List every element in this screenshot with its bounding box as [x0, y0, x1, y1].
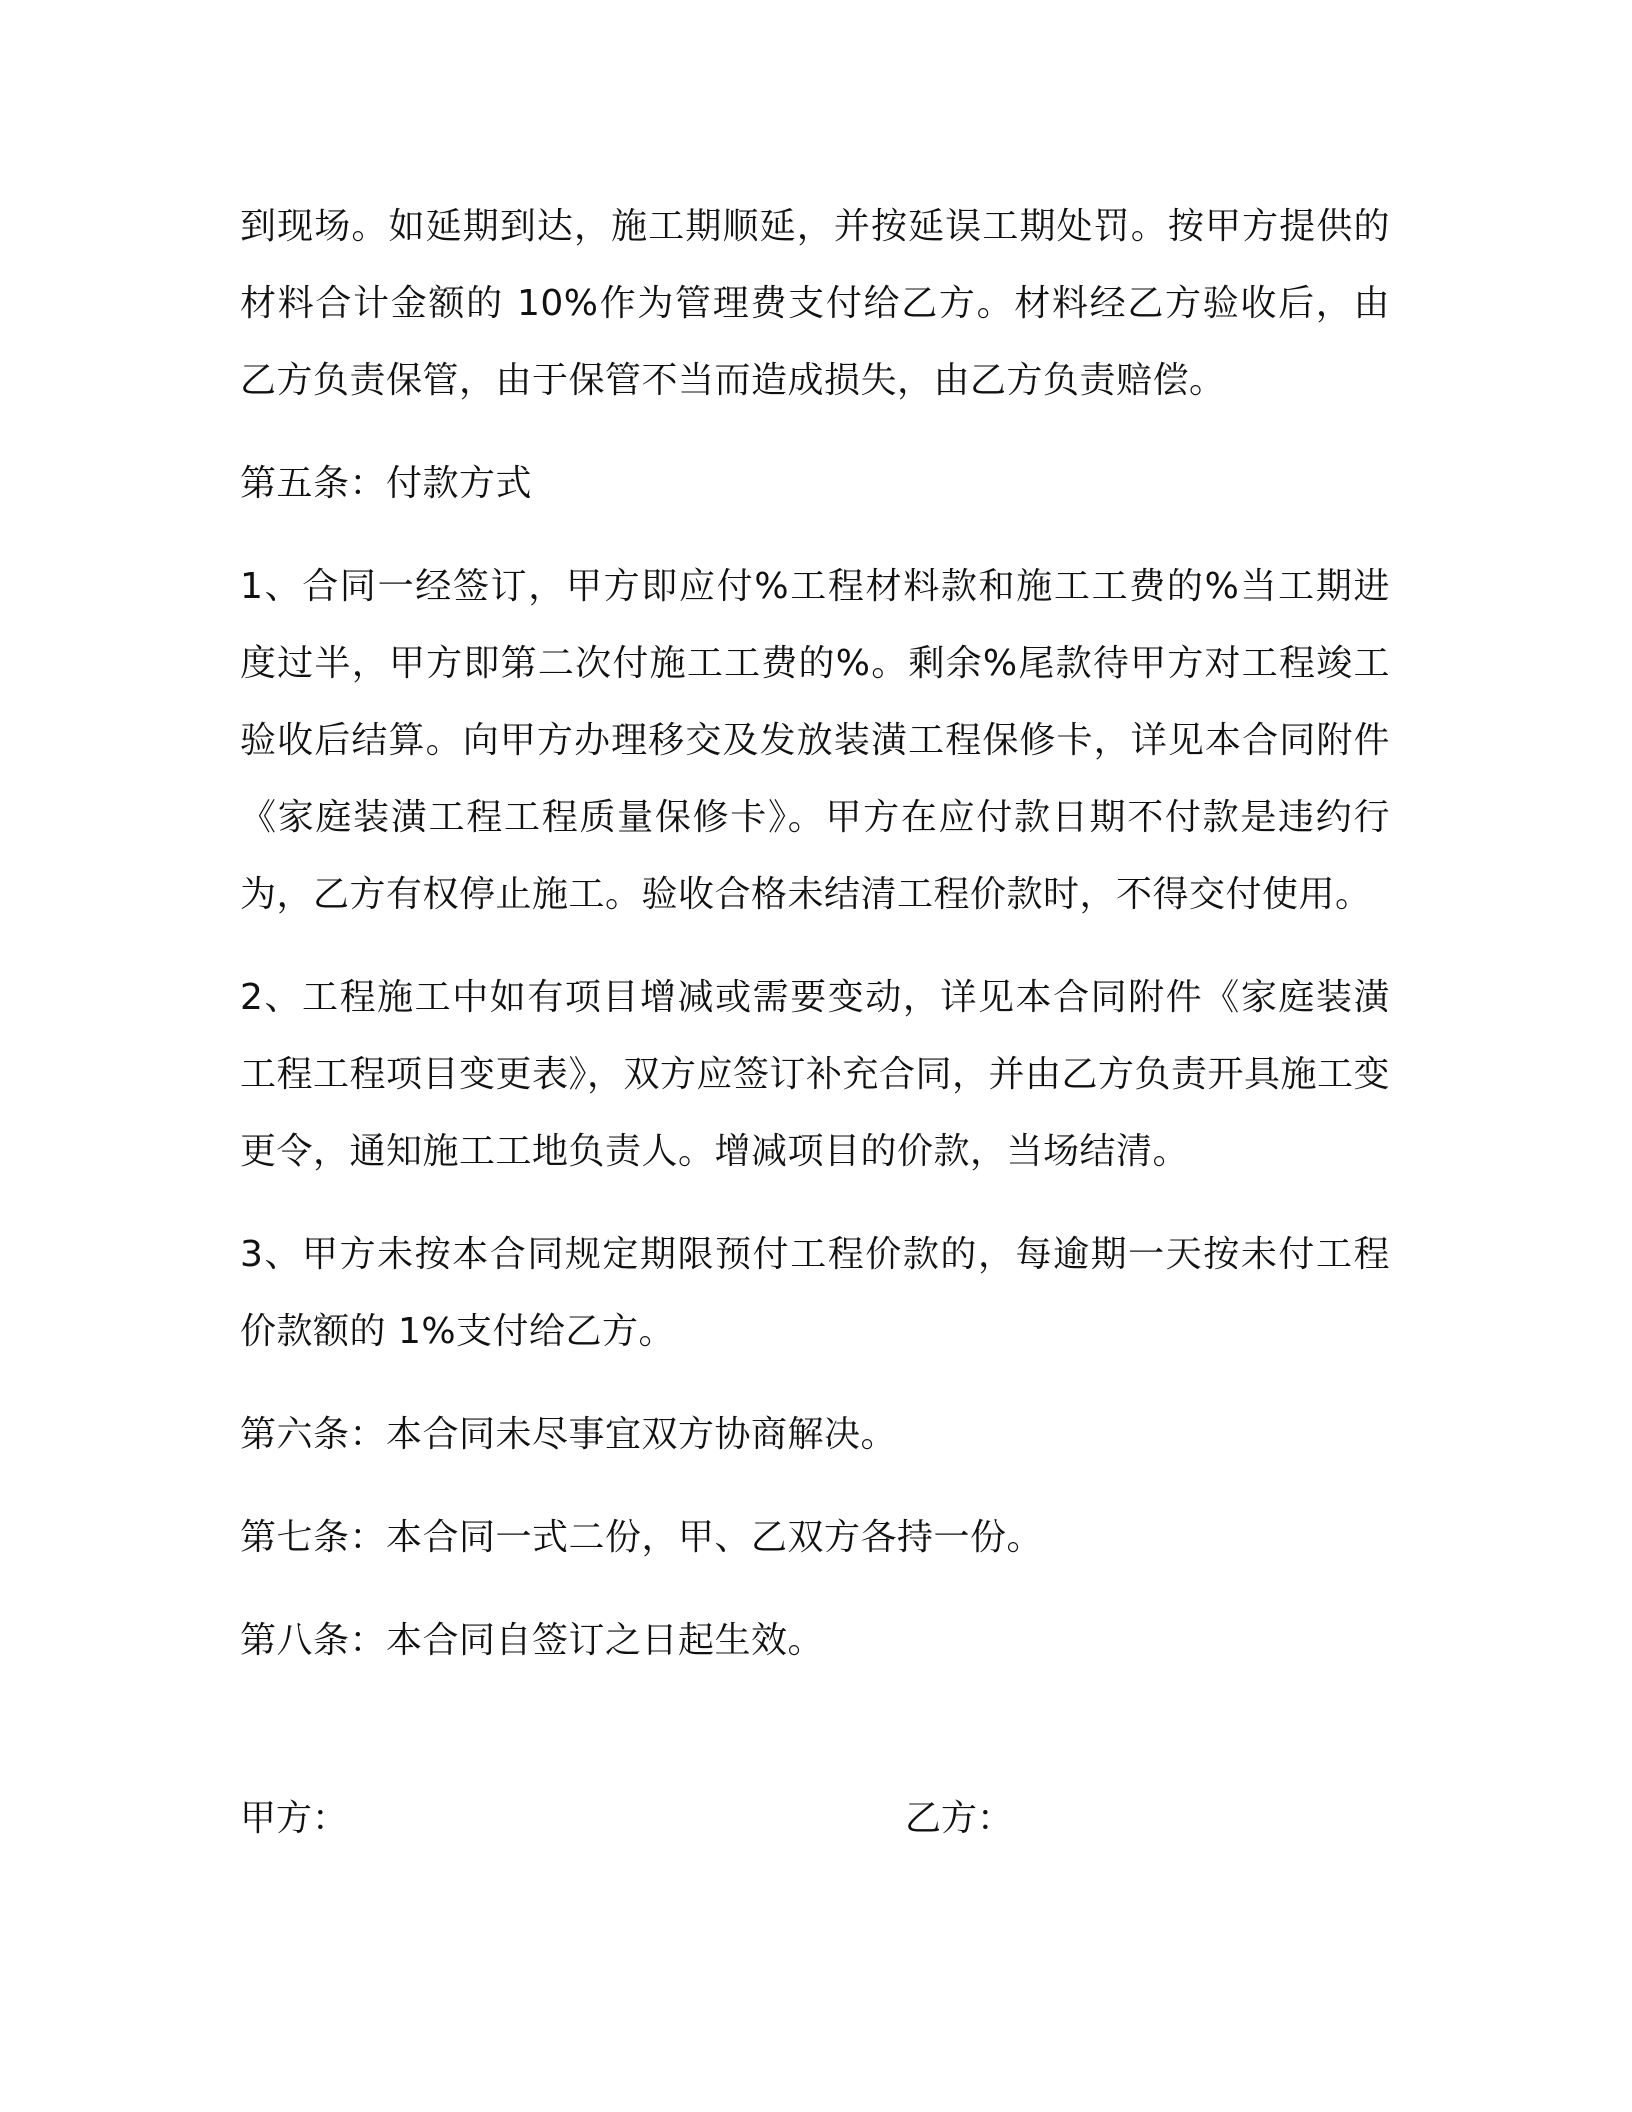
document-body	[240, 188, 1390, 1679]
paragraph-payment-2: 2、工程施工中如有项目增减或需要变动，详见本合同附件《家庭装潢工程工程项目变更表》，双方应签订补充合同，并由乙方负责开具施工变更令，通知施工工地负责人。增减项目的价款，当场结清。	[240, 977, 1391, 1172]
article-8: 第八条：本合同自签订之日起生效。	[240, 1620, 825, 1661]
party-b-signature-label: 乙方：	[905, 1798, 1014, 1839]
article-7: 第七条：本合同一式二份，甲、乙双方各持一份。	[240, 1517, 1044, 1558]
article-6: 第六条：本合同未尽事宜双方协商解决。	[240, 1414, 898, 1455]
paragraph-payment-1: 1、合同一经签订，甲方即应付%工程材料款和施工工费的%当工期进度过半，甲方即第二次付施工工费的%。剩余%尾款待甲方对工程竣工验收后结算。向甲方办理移交及发放装潢工程保修卡，详见本合同附件《家庭装潢工程工程质量保修卡》。甲方在应付款日期不付款是违约行为，乙方有权停止施工。验收合格未结清工程价款时，不得交付使用。	[240, 566, 1390, 915]
paragraph-payment-3: 3、甲方未按本合同规定期限预付工程价款的，每逾期一天按未付工程价款额的 1%支付给乙方。	[240, 1234, 1390, 1352]
heading-article-5: 第五条：付款方式	[240, 463, 533, 504]
party-a-signature-label: 甲方：	[240, 1798, 349, 1839]
signature-row	[240, 1780, 1390, 1857]
paragraph-material-delivery: 到现场。如延期到达，施工期顺延，并按延误工期处罚。按甲方提供的材料合计金额的 10%作为管理费支付给乙方。材料经乙方验收后，由乙方负责保管，由于保管不当而造成损失，由乙方负责赔偿。	[240, 206, 1390, 401]
